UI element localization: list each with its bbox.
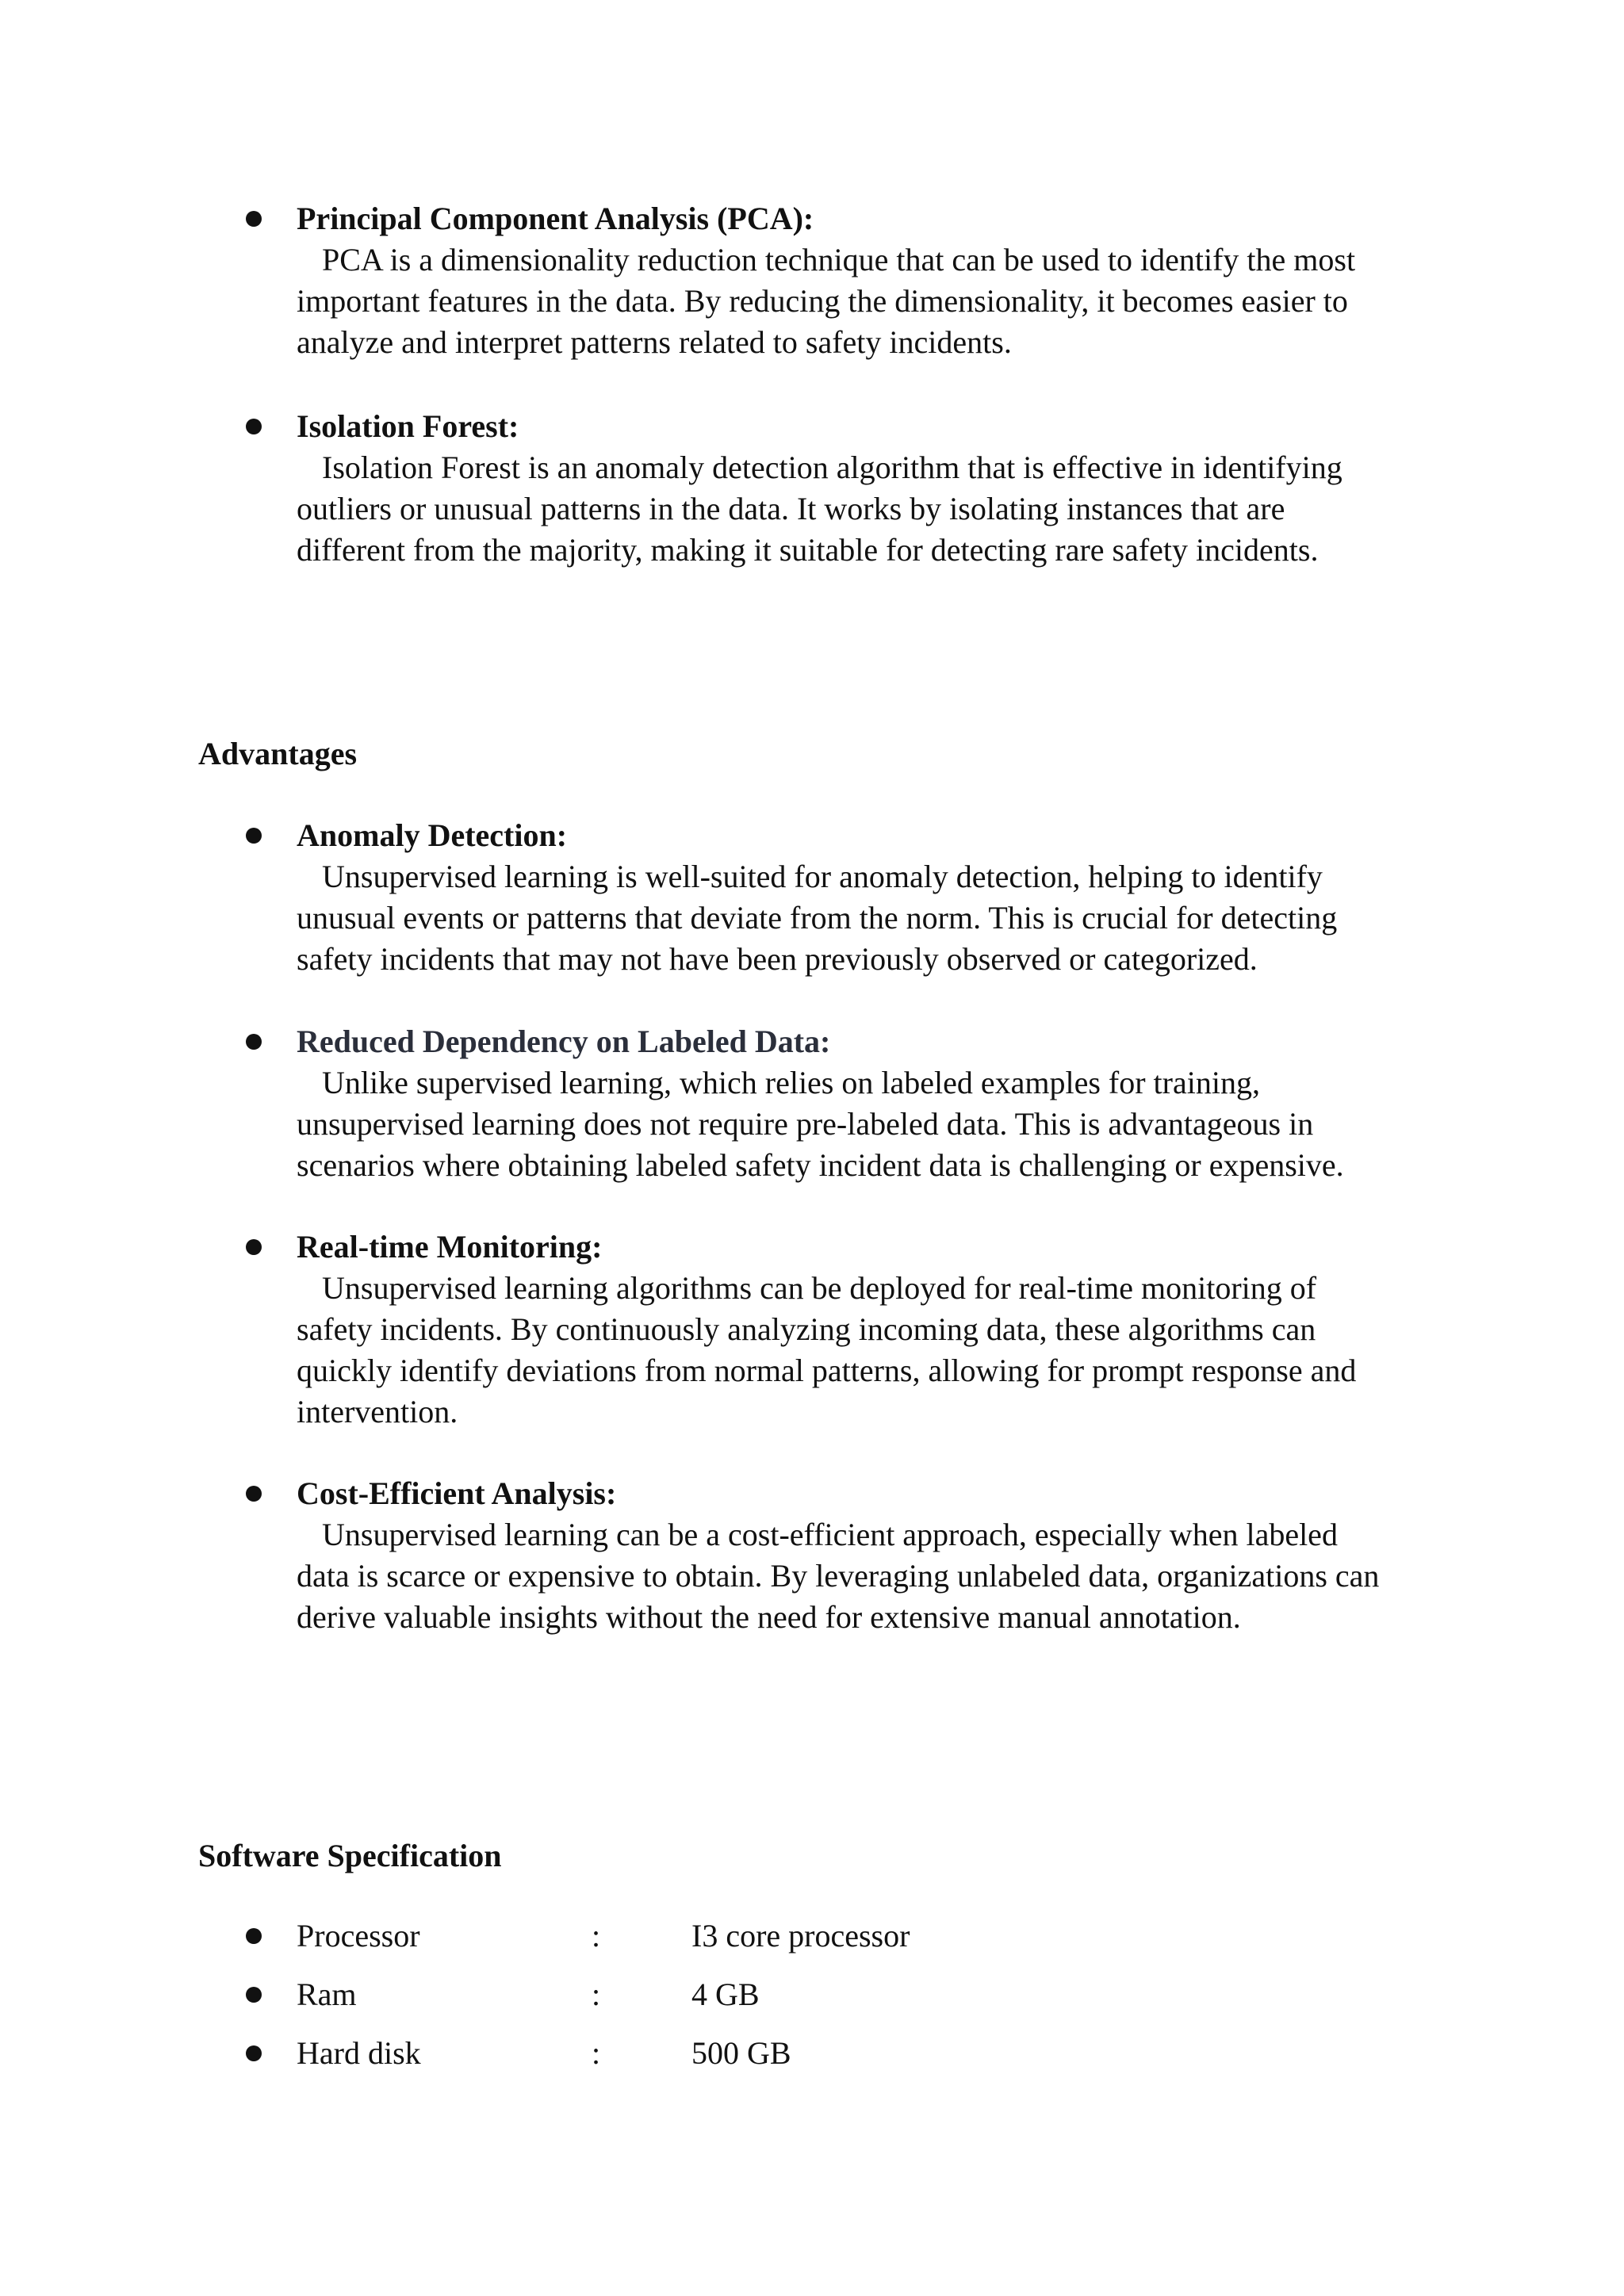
item-title: Reduced Dependency on Labeled Data: (297, 1024, 831, 1059)
text-line: important features in the data. By reducing the dimensionality, it becomes easier to (297, 283, 1348, 319)
spec-value: 4 GB (691, 1976, 760, 2012)
text-line: Unsupervised learning can be a cost-efficient approach, especially when labeled (322, 1517, 1338, 1552)
text-line: Isolation Forest is an anomaly detection algorithm that is effective in identifying (322, 450, 1342, 485)
item-description (297, 1268, 1438, 1433)
spec-label: Processor (297, 1918, 420, 1954)
spec-value: 500 GB (691, 2035, 791, 2071)
text-line: derive valuable insights without the need for extensive manual annotation. (297, 1599, 1241, 1635)
spec-row-hard-disk (0, 2033, 1624, 2074)
bullet-icon (246, 1486, 262, 1502)
spec-label: Ram (297, 1976, 357, 2012)
bullet-icon (246, 1034, 262, 1050)
text-line: analyze and interpret patterns related to safety incidents. (297, 324, 1012, 360)
text-line: safety incidents. By continuously analyzing incoming data, these algorithms can (297, 1311, 1316, 1347)
text-line: intervention. (297, 1394, 458, 1429)
section-heading-software-specification: Software Specification (198, 1838, 502, 1873)
text-line: unusual events or patterns that deviate from the norm. This is crucial for detecting (297, 900, 1338, 936)
bullet-icon (246, 1987, 262, 2003)
text-line: Unsupervised learning algorithms can be deployed for real-time monitoring of (322, 1270, 1317, 1306)
text-line: Unlike supervised learning, which relies on labeled examples for training, (322, 1065, 1260, 1100)
bullet-icon (246, 828, 262, 844)
text-line: scenarios where obtaining labeled safety incident data is challenging or expensive. (297, 1147, 1344, 1183)
spec-separator: : (592, 1976, 601, 2012)
bullet-icon (246, 1928, 262, 1944)
item-description (297, 1514, 1438, 1638)
item-description (297, 856, 1438, 980)
spec-separator: : (592, 2035, 601, 2071)
bullet-icon (246, 211, 262, 227)
spec-row-processor (0, 1915, 1624, 1957)
spec-value: I3 core processor (691, 1918, 910, 1954)
bullet-icon (246, 419, 262, 434)
text-line: quickly identify deviations from normal patterns, allowing for prompt response and (297, 1353, 1357, 1388)
spec-row-ram (0, 1974, 1624, 2015)
item-title: Principal Component Analysis (PCA): (297, 201, 814, 236)
text-line: Unsupervised learning is well-suited for anomaly detection, helping to identify (322, 859, 1323, 894)
text-line: PCA is a dimensionality reduction technique that can be used to identify the most (322, 242, 1356, 277)
text-line: different from the majority, making it suitable for detecting rare safety incidents. (297, 532, 1319, 568)
bullet-icon (246, 2045, 262, 2061)
item-title: Real-time Monitoring: (297, 1229, 603, 1265)
text-line: unsupervised learning does not require pre-labeled data. This is advantageous in (297, 1106, 1314, 1142)
bullet-icon (246, 1239, 262, 1255)
spec-separator: : (592, 1918, 601, 1954)
spec-label: Hard disk (297, 2035, 421, 2071)
item-title: Isolation Forest: (297, 408, 519, 444)
item-description (297, 447, 1438, 571)
item-title: Anomaly Detection: (297, 817, 568, 853)
text-line: outliers or unusual patterns in the data. It works by isolating instances that are (297, 491, 1285, 526)
section-heading-advantages: Advantages (198, 736, 358, 771)
item-title: Cost-Efficient Analysis: (297, 1475, 617, 1511)
item-description (297, 239, 1438, 363)
item-description (297, 1062, 1438, 1186)
text-line: data is scarce or expensive to obtain. By leveraging unlabeled data, organizations can (297, 1558, 1380, 1594)
text-line: safety incidents that may not have been previously observed or categorized. (297, 941, 1258, 977)
